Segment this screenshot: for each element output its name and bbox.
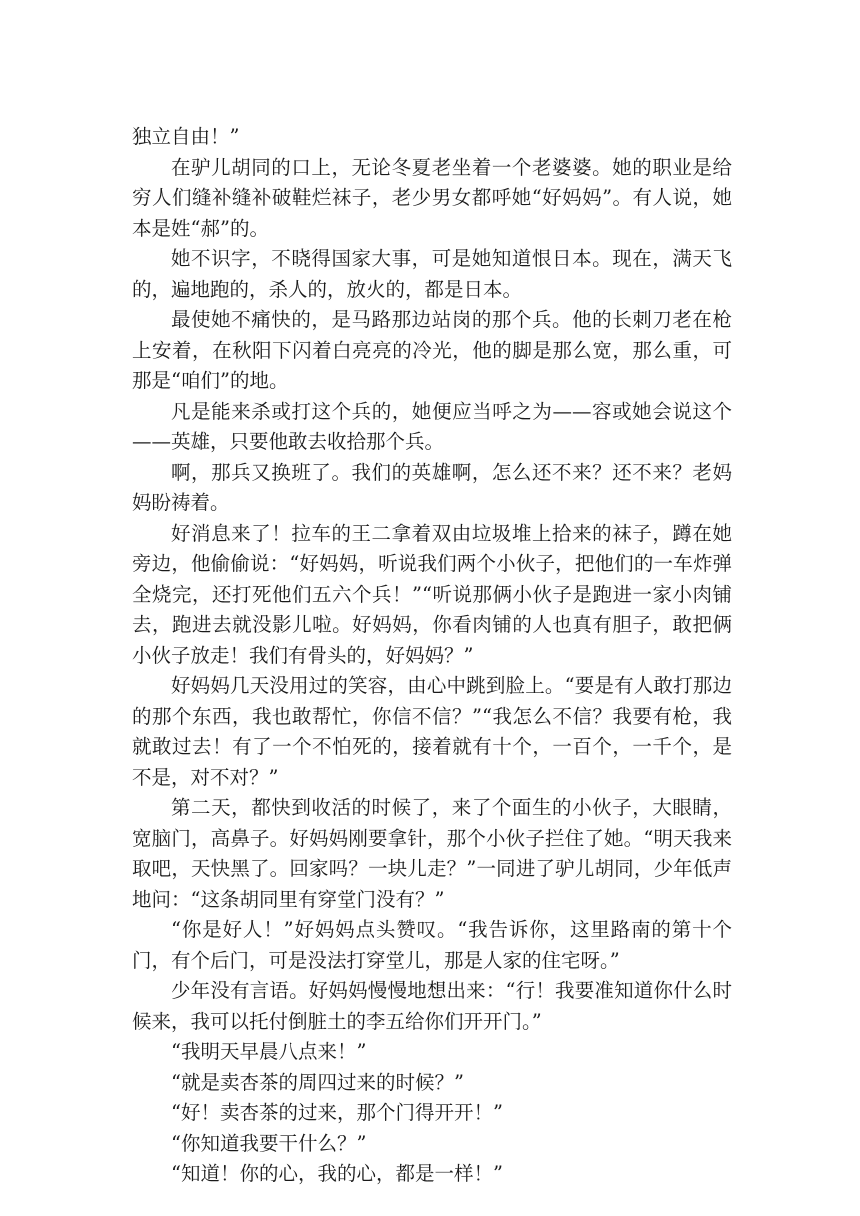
paragraph: 第二天，都快到收活的时候了，来了个面生的小伙子，大眼睛，宽脑门，高鼻子。好妈妈刚要拿针，那个小伙子拦住了她。“明天我来取吧，天快黑了。回家吗？一块儿走？”一同进了驴儿胡同，少年低声地问：“这条胡同里有穿堂门没有？” xyxy=(132,796,732,911)
paragraph: “你是好人！”好妈妈点头赞叹。“我告诉你，这里路南的第十个门，有个后门，可是没法打穿堂儿，那是人家的住宅呀。” xyxy=(132,918,732,972)
paragraph: 好消息来了！拉车的王二拿着双由垃圾堆上拾来的袜子，蹲在她旁边，他偷偷说：“好妈妈，听说我们两个小伙子，把他们的一车炸弹全烧完，还打死他们五六个兵！”“听说那俩小伙子是跑进一家小肉铺去，跑进去就没影儿啦。好妈妈，你看肉铺的人也真有胆子，敢把俩小伙子放走！我们有骨头的，好妈妈？” xyxy=(132,521,732,667)
paragraph: 独立自由！” xyxy=(132,125,240,148)
paragraph: 啊，那兵又换班了。我们的英雄啊，怎么还不来？还不来？老妈妈盼祷着。 xyxy=(132,460,732,514)
paragraph: “我明天早晨八点来！” xyxy=(171,1040,367,1063)
paragraph: 少年没有言语。好妈妈慢慢地想出来：“行！我要准知道你什么时候来，我可以托付倒脏土的李五给你们开开门。” xyxy=(132,979,732,1033)
paragraph: “知道！你的心，我的心，都是一样！” xyxy=(171,1162,503,1185)
paragraph: “好！卖杏茶的过来，那个门得开开！” xyxy=(171,1101,503,1124)
paragraph: 凡是能来杀或打这个兵的，她便应当呼之为——容或她会说这个——英雄，只要他敢去收拾那个兵。 xyxy=(132,399,732,453)
paragraph: “就是卖杏茶的周四过来的时候？” xyxy=(171,1070,464,1094)
document-body xyxy=(132,122,732,1190)
paragraph: 她不识字，不晓得国家大事，可是她知道恨日本。现在，满天飞的，遍地跑的，杀人的，放火的，都是日本。 xyxy=(132,247,732,301)
paragraph: 好妈妈几天没用过的笑容，由心中跳到脸上。“要是有人敢打那边的那个东西，我也敢帮忙，你信不信？”“我怎么不信？我要有枪，我就敢过去！有了一个不怕死的，接着就有十个，一百个，一千个，是不是，对不对？” xyxy=(132,674,732,789)
paragraph: “你知道我要干什么？” xyxy=(171,1131,367,1155)
paragraph: 最使她不痛快的，是马路那边站岗的那个兵。他的长刺刀老在枪上安着，在秋阳下闪着白亮亮的冷光，他的脚是那么宽，那么重，可那是“咱们”的地。 xyxy=(132,308,732,392)
paragraph: 在驴儿胡同的口上，无论冬夏老坐着一个老婆婆。她的职业是给穷人们缝补缝补破鞋烂袜子，老少男女都呼她“好妈妈”。有人说，她本是姓“郝”的。 xyxy=(132,155,732,240)
